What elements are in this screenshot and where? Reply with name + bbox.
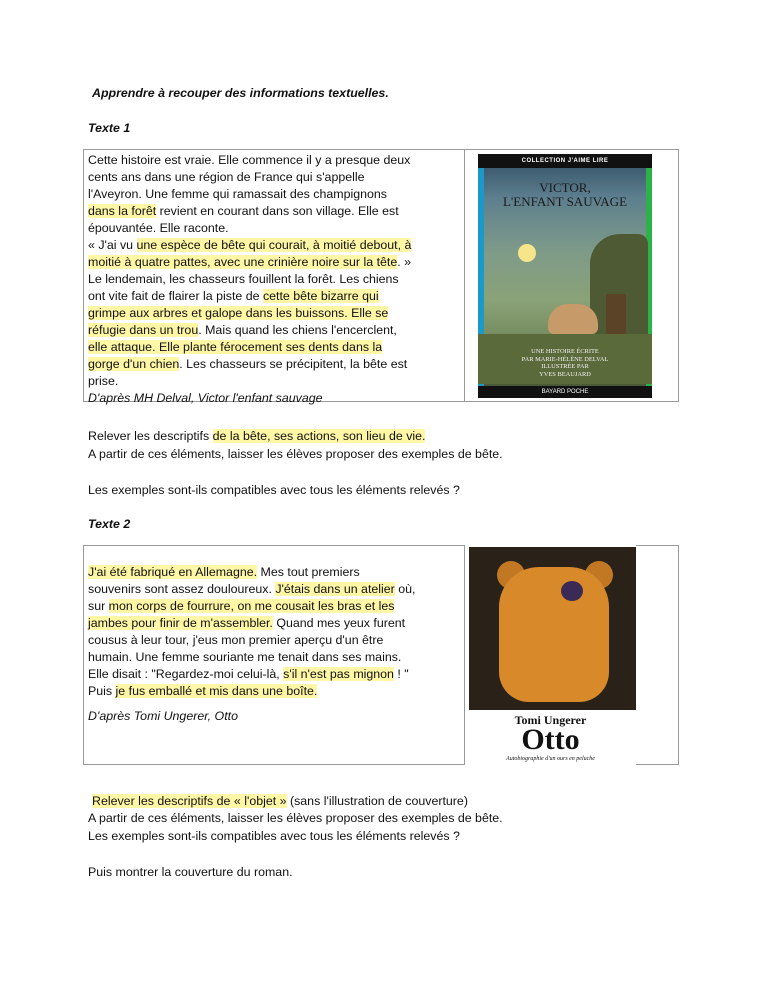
texte1-line (88, 220, 229, 237)
body-text: l'Aveyron. Une femme qui ramassait des champignons (88, 187, 387, 201)
cover-title-line2: L'ENFANT SAUVAGE (502, 194, 628, 209)
highlighted-text: dans la forêt (88, 204, 157, 218)
highlighted-text: réfugie dans un trou (88, 323, 199, 337)
body-text: ont vite fait de flairer la piste de (88, 289, 263, 303)
instruction-1 (88, 428, 425, 445)
instruction-1-text: Relever les descriptifs (88, 429, 213, 443)
body-text: Le lendemain, les chasseurs fouillent la forêt. Les chiens (88, 272, 399, 286)
highlighted-text: J'étais dans un atelier (275, 582, 395, 596)
texte2-line (88, 615, 405, 632)
highlighted-text: gorge d'un chien (88, 357, 180, 371)
body-text: humain. Une femme souriante me tenait dans ses mains. (88, 650, 402, 664)
texte1-line (88, 254, 411, 271)
instruction-3-text: (sans l'illustration de couverture) (286, 794, 468, 808)
cover-publisher: BAYARD POCHE (478, 386, 652, 398)
cover-artwork (469, 547, 636, 710)
body-text: Puis (88, 684, 116, 698)
instruction-5: Puis montrer la couverture du roman. (88, 865, 293, 879)
texte1-line (88, 322, 397, 339)
texte1-line (88, 356, 407, 373)
cover-collection: COLLECTION J'AIME LIRE (478, 154, 652, 168)
texte2-body (88, 564, 460, 704)
cover-title: Otto (521, 723, 580, 756)
body-text: . » (397, 255, 412, 269)
texte2-line (88, 564, 360, 581)
texte1-body (88, 152, 460, 405)
sun-icon (518, 244, 536, 262)
texte1-label: Texte 1 (88, 121, 131, 135)
texte2-label: Texte 2 (88, 517, 131, 531)
texte2-line (88, 598, 394, 615)
body-text: ! " (393, 667, 409, 681)
texte2-line (88, 683, 317, 700)
texte2-source: D'après Tomi Ungerer, Otto (88, 709, 238, 723)
bear-eyepatch-icon (561, 581, 583, 601)
cover-credit-2: PAR MARIE-HÉLÈNE DELVAL (521, 355, 609, 363)
highlighted-text: s'il n'est pas mignon (283, 667, 394, 681)
texte1-column-divider (464, 149, 465, 402)
body-text: Quand mes yeux furent (272, 616, 406, 630)
texte1-line (88, 373, 118, 390)
cover-credit-1: UNE HISTOIRE ÉCRITE (531, 348, 599, 355)
instruction-3-highlight: Relever les descriptifs de « l'objet » (92, 794, 287, 808)
body-text: cousus à leur tour, j'eus mon premier aperçu d'un être (88, 633, 384, 647)
question-1: Les exemples sont-ils compatibles avec tous les éléments relevés ? (88, 483, 460, 497)
body-text: revient en courant dans son village. Elle est (156, 204, 399, 218)
highlighted-text: cette bête bizarre qui (262, 289, 379, 303)
instruction-2: A partir de ces éléments, laisser les élèves proposer des exemples de bête. (88, 447, 503, 461)
texte1-line (88, 271, 399, 288)
highlighted-text: elle attaque. Elle plante férocement ses dents dans la (88, 340, 383, 354)
texte2-line (88, 649, 401, 666)
page-heading: Apprendre à recouper des informations textuelles. (92, 86, 389, 100)
body-text: . Les chasseurs se précipitent, la bête est (179, 357, 408, 371)
instruction-3 (92, 793, 468, 810)
body-text: où, (394, 582, 416, 596)
highlighted-text: jambes pour finir de m'assembler. (88, 616, 273, 630)
texte1-line (88, 237, 411, 254)
body-text: souvenirs sont assez douloureux. (88, 582, 276, 596)
texte1-line (88, 186, 387, 203)
cover-author: Tomi Ungerer (514, 713, 587, 727)
body-text: « J'ai vu (88, 238, 137, 252)
texte2-line (88, 666, 409, 683)
highlighted-text: mon corps de fourrure, on me cousait les bras et les (108, 599, 395, 613)
body-text: cents ans dans une région de France qui s'appelle (88, 170, 365, 184)
cover-credit-3: ILLUSTRÉE PAR (541, 363, 589, 370)
body-text: Cette histoire est vraie. Elle commence il y a presque deux (88, 153, 411, 167)
texte1-line (88, 390, 323, 407)
body-text: D'après MH Delval, Victor l'enfant sauvage (88, 391, 323, 405)
highlighted-text: moitié à quatre pattes, avec une crinière noire sur la tête (88, 255, 398, 269)
texte2-line (88, 632, 383, 649)
victor-book-cover (478, 154, 652, 398)
cover-title-line1: VICTOR, (539, 180, 591, 195)
body-text: sur (88, 599, 109, 613)
child-figure-icon (548, 304, 598, 334)
body-text: Elle disait : "Regardez-moi celui-là, (88, 667, 284, 681)
highlighted-text: une espèce de bête qui courait, à moitié debout, à (136, 238, 412, 252)
question-2: Les exemples sont-ils compatibles avec tous les éléments relevés ? (88, 829, 460, 843)
body-text: . Mais quand les chiens l'encerclent, (198, 323, 397, 337)
cover-subtitle: Autobiographie d'un ours en peluche (506, 756, 595, 762)
texte1-line (88, 305, 388, 322)
instruction-4: A partir de ces éléments, laisser les élèves proposer des exemples de bête. (88, 811, 503, 825)
highlighted-text: grimpe aux arbres et galope dans les buissons. Elle se (88, 306, 389, 320)
instruction-1-highlight: de la bête, ses actions, son lieu de vie. (212, 429, 426, 443)
texte1-line (88, 339, 382, 356)
texte1-line (88, 169, 365, 186)
texte1-line (88, 203, 399, 220)
texte1-line (88, 288, 379, 305)
body-text: épouvantée. Elle raconte. (88, 221, 229, 235)
texte2-line (88, 581, 415, 598)
highlighted-text: J'ai été fabriqué en Allemagne. (88, 565, 258, 579)
cover-credit-4: YVES BEAUJARD (539, 370, 591, 378)
otto-book-cover (465, 545, 636, 765)
body-text: Mes tout premiers (257, 565, 360, 579)
highlighted-text: je fus emballé et mis dans une boîte. (115, 684, 318, 698)
texte1-line (88, 152, 410, 169)
body-text: prise. (88, 374, 119, 388)
teddy-bear-icon (499, 567, 609, 702)
